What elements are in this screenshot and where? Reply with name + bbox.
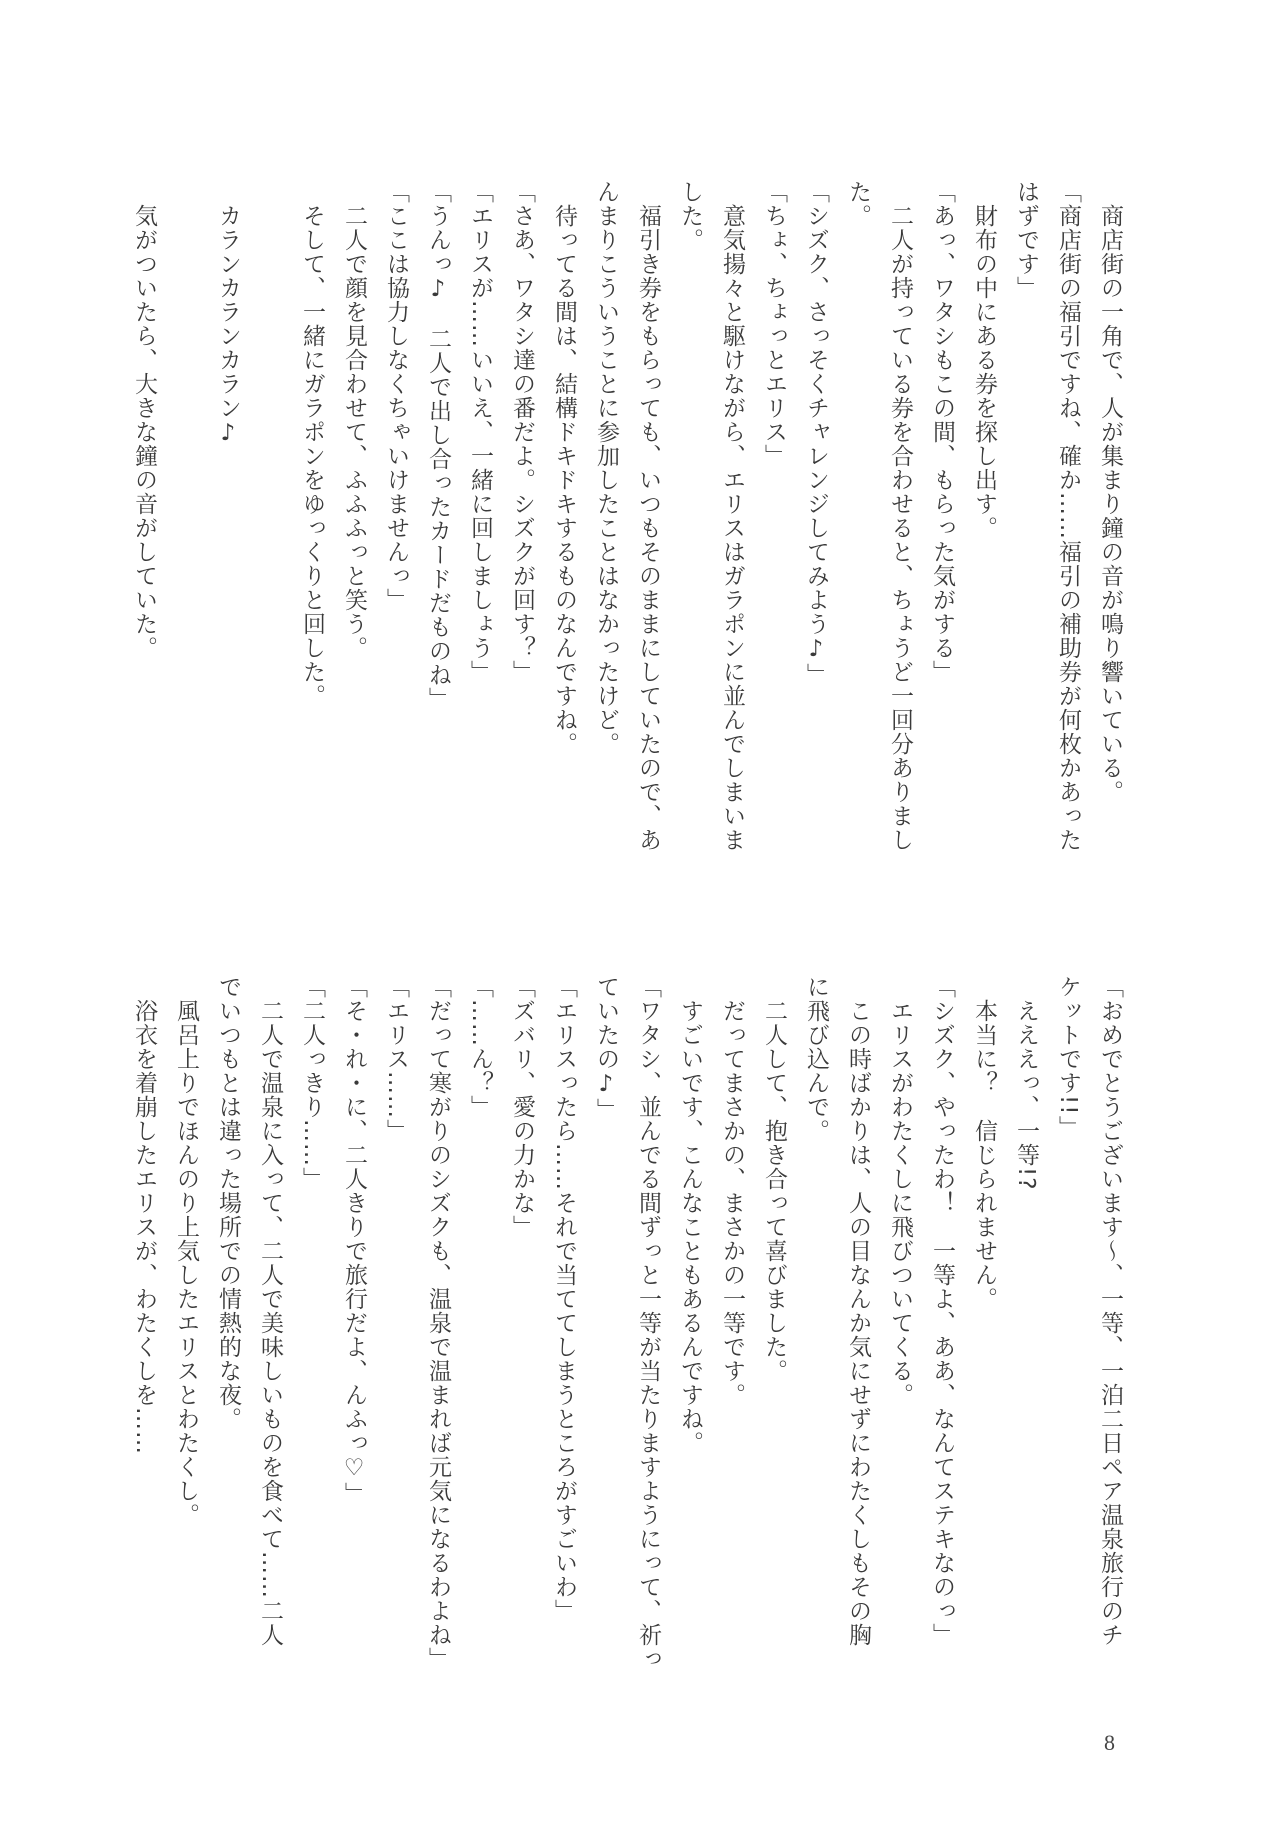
text-line	[249, 180, 291, 900]
text-line: 「おめでとうございます～、一等、一泊二日ペア温泉旅行のチ	[1097, 975, 1123, 1647]
text-line: 風呂上りでほんのり上気したエリスとわたくし。	[173, 975, 199, 1527]
text-line: でいつもとは違った場所での情熱的な夜。	[215, 975, 241, 1431]
text-line: 「ちょ、ちょっとエリス」	[761, 180, 787, 468]
text-line: 「エリス……」	[383, 975, 409, 1143]
text-block-top	[123, 180, 1131, 900]
text-line: カランカランカラン♪	[215, 180, 241, 447]
text-line: 「だって寒がりのシズクも、温泉で温まれば元気になるわよね」	[425, 975, 451, 1671]
text-line: 本当に？ 信じられません。	[971, 975, 997, 1311]
page-number: 8	[1104, 1730, 1115, 1755]
text-line: 「ズバリ、愛の力かな」	[509, 975, 535, 1239]
text-line: に飛び込んで。	[803, 975, 829, 1143]
text-line: ていたの♪」	[593, 975, 619, 1122]
text-line: 二人して、抱き合って喜びました。	[761, 975, 787, 1383]
text-line: 意気揚々と駆けながら、エリスはガラポンに並んでしまいま	[719, 180, 745, 852]
text-line: 「シズク、さっそくチャレンジしてみよう♪」	[803, 180, 829, 687]
text-line: 「二人っきり……」	[299, 975, 325, 1191]
text-line: 「うんっ♪ 二人で出し合ったカードだものね」	[425, 180, 451, 711]
text-line: 「ワタシ、並んでる間ずっと一等が当たりますようにって、祈っ	[635, 975, 661, 1671]
text-line: だってまさかの、まさかの一等です。	[719, 975, 745, 1407]
text-line: 財布の中にある券を探し出す。	[971, 180, 997, 540]
text-line: えええっ、一等!?	[1013, 975, 1039, 1191]
text-line: 気がついたら、大きな鐘の音がしていた。	[131, 180, 157, 660]
text-line: 「商店街の福引ですね、確か……福引の補助券が何枚かあった	[1055, 180, 1081, 852]
text-line: 商店街の一角で、人が集まり鐘の音が鳴り響いている。	[1097, 180, 1123, 804]
text-line: 「エリスったら……それで当ててしまうところがすごいわ」	[551, 975, 577, 1623]
text-line: 「シズク、やったわ！ 一等よ、ああ、なんてステキなのっ」	[929, 975, 955, 1647]
text-line: 福引き券をもらっても、いつもそのままにしていたので、あ	[635, 180, 661, 852]
text-line: た。	[845, 180, 871, 228]
text-line	[165, 180, 207, 900]
text-line: 「ここは協力しなくちゃいけませんっ」	[383, 180, 409, 612]
text-block-bottom	[123, 975, 1131, 1695]
text-line: 「さあ、ワタシ達の番だよ。シズクが回す？」	[509, 180, 535, 684]
text-line: 「あっ、ワタシもこの間、もらった気がする」	[929, 180, 955, 684]
text-line: した。	[677, 180, 703, 252]
text-line: すごいです、こんなこともあるんですね。	[677, 975, 703, 1455]
text-line: はずです」	[1013, 180, 1039, 300]
text-line: 「エリスが……いいえ、一緒に回しましょう」	[467, 180, 493, 684]
text-line: 二人で温泉に入って、二人で美味しいものを食べて……二人	[257, 975, 283, 1647]
text-line: 待ってる間は、結構ドキドキするものなんですね。	[551, 180, 577, 756]
text-line: この時ばかりは、人の目なんか気にせずにわたくしもその胸	[845, 975, 871, 1647]
text-line: 「……ん？」	[467, 975, 493, 1119]
text-line: んまりこういうことに参加したことはなかったけど。	[593, 180, 619, 756]
text-line: 「そ・れ・に、二人きりで旅行だよ、んふっ♡」	[341, 975, 367, 1506]
text-line: 二人で顔を見合わせて、ふふふっと笑う。	[341, 180, 367, 660]
text-line: 二人が持っている券を合わせると、ちょうど一回分ありまし	[887, 180, 913, 852]
text-line: エリスがわたくしに飛びついてくる。	[887, 975, 913, 1407]
text-line: 浴衣を着崩したエリスが、わたくしを……	[131, 975, 157, 1455]
text-line: ケットです!!」	[1055, 975, 1081, 1140]
text-line: そして、一緒にガラポンをゆっくりと回した。	[299, 180, 325, 708]
